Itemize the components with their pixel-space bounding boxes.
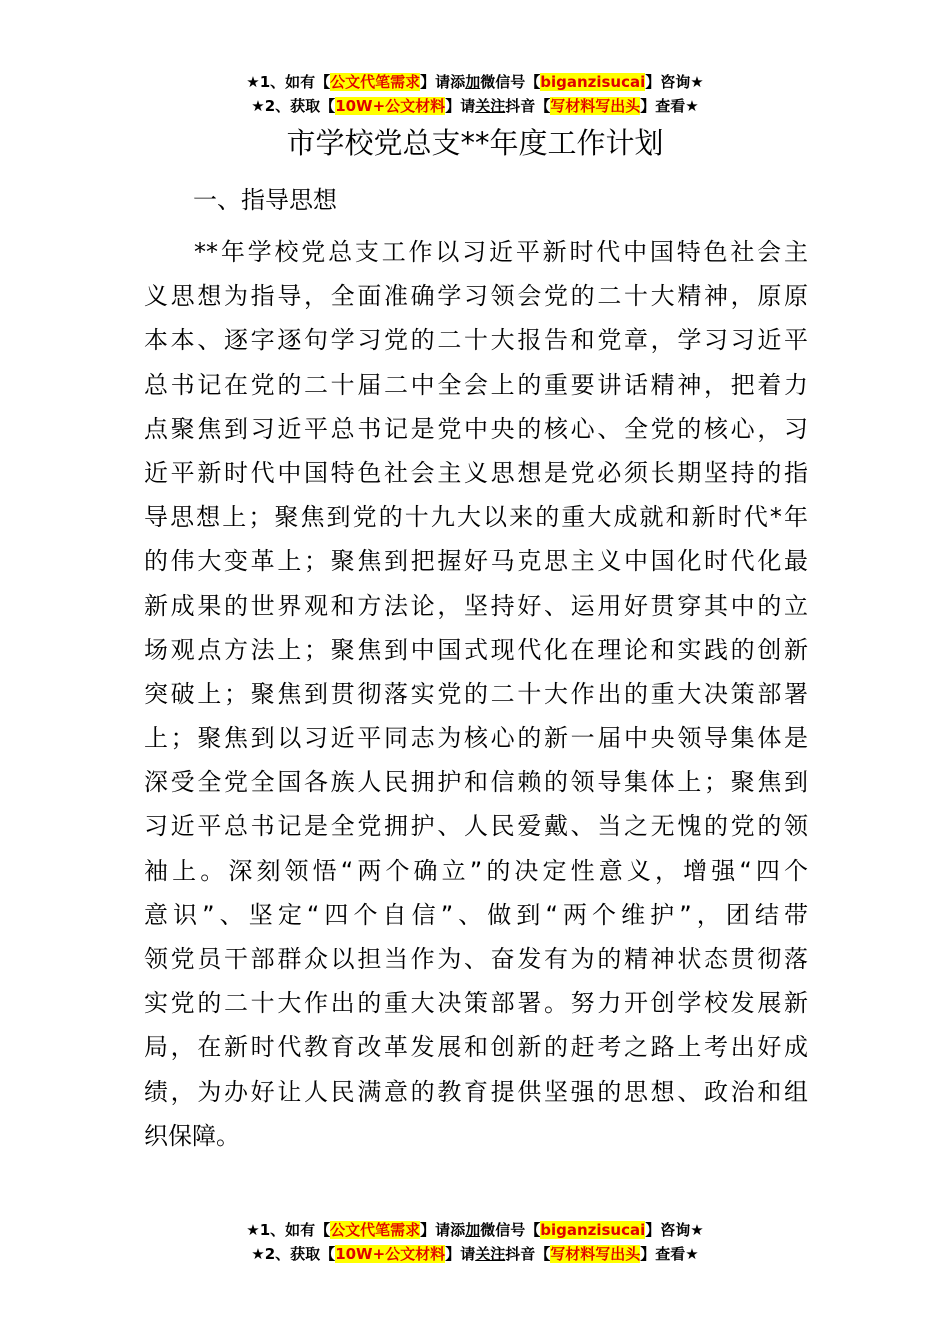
- promo-underlined-text: 关注: [475, 1245, 506, 1263]
- promo-highlight: 公文代笔需求: [330, 73, 421, 91]
- promo-douyin-account: 写材料写出头: [550, 1245, 641, 1263]
- paragraph-line: 新成果的世界观和方法论，坚持好、运用好贯穿其中的立: [144, 591, 808, 620]
- promo-text: 】请: [445, 1245, 476, 1263]
- promo-underlined-text: 加: [465, 1221, 481, 1239]
- section-heading: 一、指导思想: [193, 186, 337, 214]
- paragraph-line: 绩，为办好让人民满意的教育提供坚强的思想、政治和组: [144, 1077, 808, 1106]
- paragraph-line: 上；聚焦到以习近平同志为核心的新一届中央领导集体是: [144, 724, 808, 753]
- promo-line-2: [0, 1242, 950, 1266]
- paragraph-line: 场观点方法上；聚焦到中国式现代化在理论和实践的创新: [144, 635, 808, 664]
- paragraph-line: 意识”、坚定“四个自信”、做到“两个维护”，团结带: [144, 900, 808, 929]
- promo-text: 抖音【: [505, 1245, 551, 1263]
- paragraph-line: 局，在新时代教育改革发展和创新的赶考之路上考出好成: [144, 1033, 808, 1062]
- promo-underlined-text: 加: [465, 73, 481, 91]
- paragraph-line: 深受全党全国各族人民拥护和信赖的领导集体上；聚焦到: [144, 768, 808, 797]
- paragraph-line: 点聚焦到习近平总书记是党中央的核心、全党的核心，习: [144, 414, 808, 443]
- paragraph-line: 义思想为指导，全面准确学习领会党的二十大精神，原原: [144, 282, 808, 311]
- paragraph-line: 总书记在党的二十届二中全会上的重要讲话精神，把着力: [144, 370, 808, 399]
- paragraph-line: 近平新时代中国特色社会主义思想是党必须长期坚持的指: [144, 458, 808, 487]
- promo-underlined-text: 关注: [475, 97, 506, 115]
- paragraph-line: 突破上；聚焦到贯彻落实党的二十大作出的重大决策部署: [144, 679, 808, 708]
- promo-text: ★2、获取【: [251, 97, 336, 115]
- promo-text: 】查看★: [640, 97, 699, 115]
- promo-text: 】请添: [420, 1221, 466, 1239]
- promo-text: 】请: [445, 97, 476, 115]
- promo-text: 微信号【: [480, 1221, 541, 1239]
- promo-line-1: [0, 1218, 950, 1242]
- promo-douyin-account: 写材料写出头: [550, 97, 641, 115]
- promo-text: 】咨询★: [645, 1221, 704, 1239]
- promo-banner-bottom: [0, 1218, 950, 1266]
- paragraph-line: 本本、逐字逐句学习党的二十大报告和党章，学习习近平: [144, 326, 808, 355]
- promo-line-2: [0, 94, 950, 118]
- promo-wechat-id: biganzisucai: [540, 1221, 646, 1239]
- paragraph-line: 导思想上；聚焦到党的十九大以来的重大成就和新时代*年: [144, 503, 808, 532]
- paragraph-line: 袖上。深刻领悟“两个确立”的决定性意义，增强“四个: [144, 856, 808, 885]
- paragraph-line: **年学校党总支工作以习近平新时代中国特色社会主: [194, 238, 808, 266]
- promo-text: ★2、获取【: [251, 1245, 336, 1263]
- paragraph-line: 织保障。: [144, 1121, 240, 1150]
- promo-text: 】查看★: [640, 1245, 699, 1263]
- body-paragraph: [144, 230, 808, 1158]
- paragraph-line: 领党员干部群众以担当作为、奋发有为的精神状态贯彻落: [144, 945, 808, 973]
- promo-banner-top: [0, 70, 950, 118]
- promo-highlight: 10W+公文材料: [335, 1245, 446, 1263]
- paragraph-line: 的伟大变革上；聚焦到把握好马克思主义中国化时代化最: [144, 547, 808, 576]
- promo-text: 】请添: [420, 73, 466, 91]
- promo-line-1: [0, 70, 950, 94]
- promo-text: 微信号【: [480, 73, 541, 91]
- paragraph-line: 实党的二十大作出的重大决策部署。努力开创学校发展新: [144, 989, 808, 1018]
- promo-text: ★1、如有【: [246, 73, 331, 91]
- promo-text: 抖音【: [505, 97, 551, 115]
- promo-wechat-id: biganzisucai: [540, 73, 646, 91]
- promo-text: ★1、如有【: [246, 1221, 331, 1239]
- promo-highlight: 公文代笔需求: [330, 1221, 421, 1239]
- document-title: 市学校党总支**年度工作计划: [286, 126, 664, 160]
- paragraph-line: 习近平总书记是全党拥护、人民爱戴、当之无愧的党的领: [144, 812, 808, 841]
- promo-highlight: 10W+公文材料: [335, 97, 446, 115]
- promo-text: 】咨询★: [645, 73, 704, 91]
